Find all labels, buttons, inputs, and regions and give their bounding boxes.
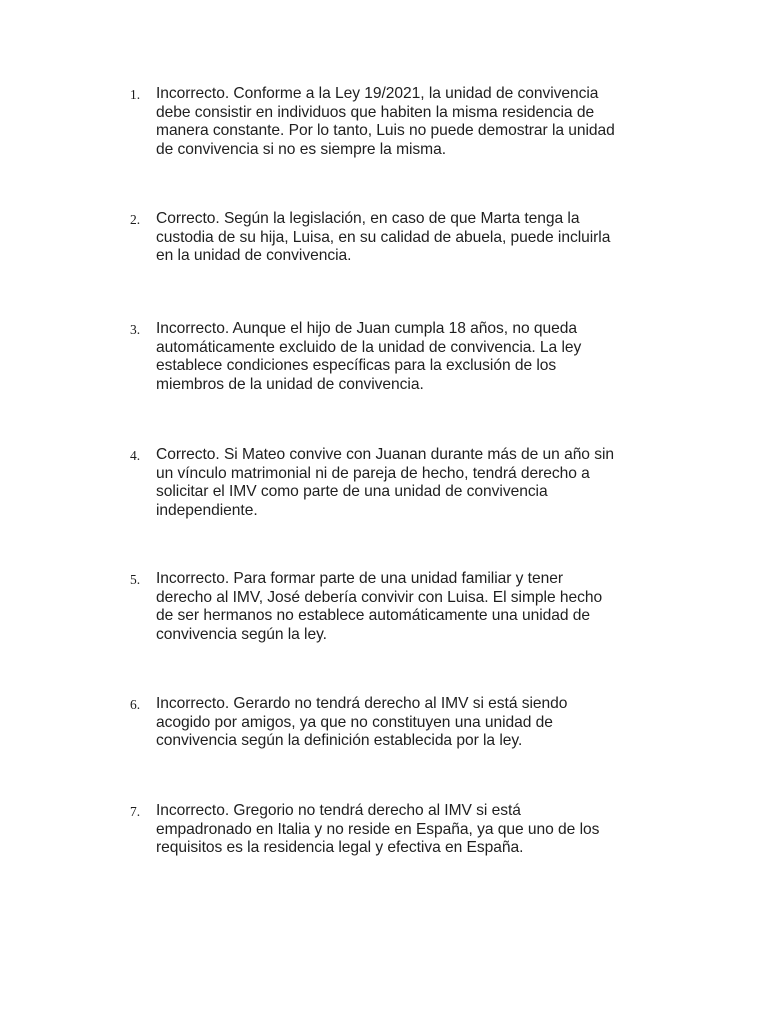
list-item-text: Incorrecto. Gregorio no tendrá derecho al IMV si está empadronado en Italia y no reside en España, ya que uno de los requisitos es la residencia legal y efectiva en España.	[156, 802, 600, 856]
list-item-text: Correcto. Si Mateo convive con Juanan durante más de un año sin un vínculo matrimonial ni de pareja de hecho, tendrá derecho a solicitar el IMV como parte de una unidad de convivencia independiente.	[156, 446, 615, 519]
list-item	[130, 570, 670, 644]
list-item-number: 3.	[130, 322, 141, 337]
list-item	[130, 320, 670, 394]
list-item-text: Incorrecto. Para formar parte de una unidad familiar y tener derecho al IMV, José debería convivir con Luisa. El simple hecho de ser hermanos no establece automáticamente una unidad de convivencia según la ley.	[156, 570, 603, 643]
list-item-number: 1.	[130, 87, 141, 102]
list-item-number: 4.	[130, 448, 141, 463]
list-item-text: Incorrecto. Conforme a la Ley 19/2021, la unidad de convivencia debe consistir en individuos que habiten la misma residencia de manera constante. Por lo tanto, Luis no puede demostrar la unidad de convivencia si no es siempre la misma.	[156, 85, 615, 158]
list-item	[130, 446, 670, 520]
list-item	[130, 210, 670, 266]
list-item-text: Incorrecto. Gerardo no tendrá derecho al IMV si está siendo acogido por amigos, ya que no constituyen una unidad de convivencia según la definición establecida por la ley.	[156, 695, 568, 749]
list-item-text: Correcto. Según la legislación, en caso de que Marta tenga la custodia de su hija, Luisa, en su calidad de abuela, puede incluirla en la unidad de convivencia.	[156, 210, 611, 264]
list-item-number: 7.	[130, 804, 141, 819]
list-item-number: 5.	[130, 572, 141, 587]
list-item-number: 2.	[130, 212, 141, 227]
list-item	[130, 802, 670, 858]
list-item	[130, 85, 670, 159]
list-item-text: Incorrecto. Aunque el hijo de Juan cumpla 18 años, no queda automáticamente excluido de la unidad de convivencia. La ley establece condiciones específicas para la exclusión de los miembros de la unidad de convivencia.	[156, 320, 582, 393]
list-item	[130, 695, 670, 751]
list-item-number: 6.	[130, 697, 141, 712]
